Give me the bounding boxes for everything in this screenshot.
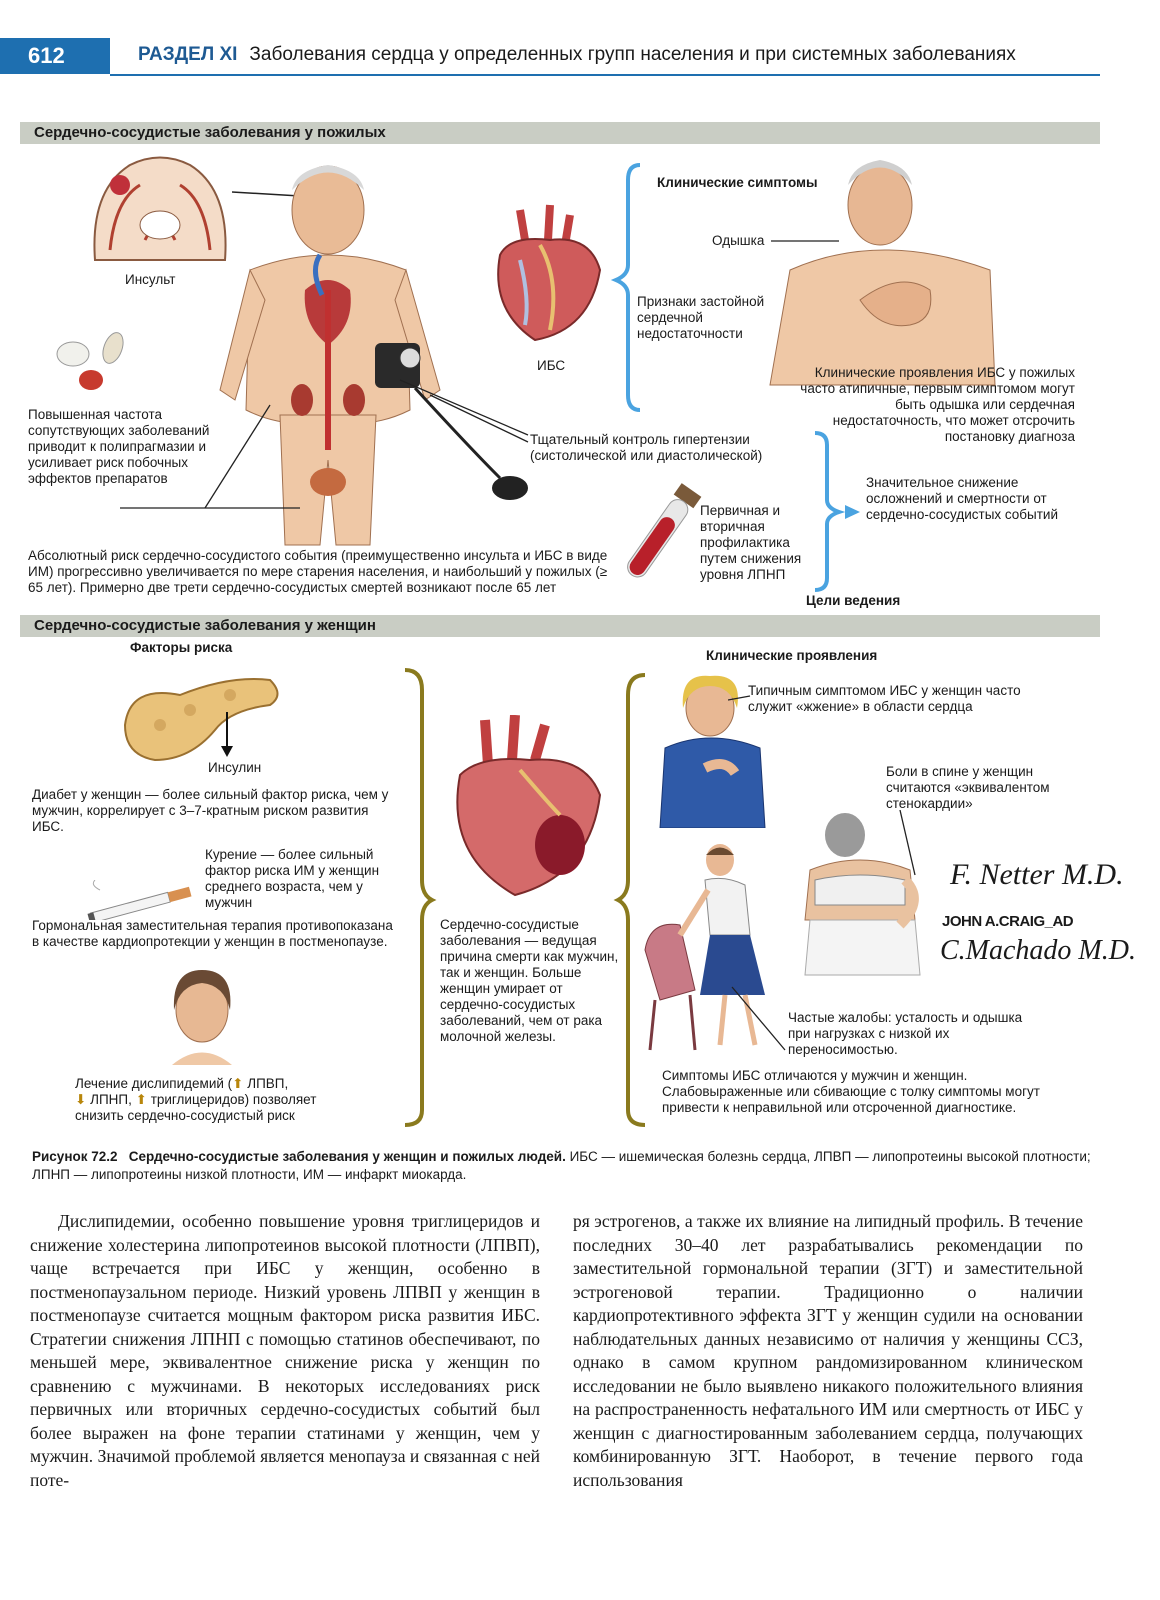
burning-note: Типичным симптомом ИБС у женщин часто служит «жжение» в области сердца xyxy=(748,683,1021,714)
chf-signs-label: Признаки застойной сердечной недостаточности xyxy=(637,294,765,341)
figure-label: Рисунок 72.2 xyxy=(32,1149,118,1164)
prevention-note: Первичная и вторичная профилактика путем снижения уровня ЛПНП xyxy=(700,503,802,582)
burning-pointer xyxy=(728,692,752,704)
insulin-label: Инсулин xyxy=(208,760,262,775)
hypertension-note: Тщательный контроль гипертензии (систолической или диастолической) xyxy=(530,432,763,463)
complaints-note: Частые жалобы: усталость и одышка при нагрузках с низкой их переносимостью. xyxy=(788,1010,1023,1057)
netter-signature: F. Netter M.D. xyxy=(950,858,1124,891)
back-pain-note: Боли в спине у женщин считаются «эквивалентом стенокардии» xyxy=(886,764,1050,811)
diabetes-note: Диабет у женщин — более сильный фактор риска, чем у мужчин, коррелирует с 3–7-кратным риском развития ИБС. xyxy=(32,787,389,834)
complaints-pointer xyxy=(730,985,790,1055)
craig-signature: JOHN A.CRAIG_AD xyxy=(942,913,1074,930)
reduction-note: Значительное снижение осложнений и смертности от сердечно-сосудистых событий xyxy=(866,475,1059,522)
differ-note: Симптомы ИБС отличаются у мужчин и женщин. Слабовыраженные или сбивающие с толку симптомы могут привести к неправильной или отсроченной диагностике. xyxy=(662,1068,1040,1115)
dyspnea-label: Одышка xyxy=(712,233,765,248)
stroke-label: Инсульт xyxy=(125,272,176,287)
figure-caption xyxy=(32,1148,1092,1184)
trig-label: триглицеридов) позволяет xyxy=(150,1092,317,1107)
ldl-label: ЛПНП, xyxy=(90,1092,132,1107)
infarct-heart-illustration xyxy=(440,715,605,900)
woman-back-pain-figure xyxy=(790,810,935,980)
hdl-label: ЛПВП, xyxy=(247,1076,289,1091)
hrt-note: Гормональная заместительная терапия противопоказана в качестве кардиопротекции у женщин в постменопаузе. xyxy=(32,918,393,949)
clinical-symptoms-heading: Клинические симптомы xyxy=(657,175,818,190)
dyslipidemia-line3: снизить сердечно-сосудистый риск xyxy=(75,1108,295,1123)
body-column-2: ря эстрогенов, а также их влияние на липидный профиль. В течение последних 30–40 лет разрабатывались рекомендации по заместительной гормональной терапии (ЗГТ) и заместительной эстрогеновой терапии. Традиционно о наличии кардиопротективного эффекта ЗГТ у женщин судили на основании наблюдательных данных независимо от наличия у женщины ССЗ, однако в самом крупном рандомизированном клиническом исследовании не было выявлено никакого положительного влияния на распространенность нефатального ИМ или смертность от ИБС у женщин с диагностированным заболеванием сердца, получающих комбинированную ЗГТ. Наоборот, в течение первого года использования xyxy=(573,1211,1083,1490)
atypical-note: Клинические проявления ИБС у пожилых часто атипичные, первым симптомом могут быть одышка или сердечная недостаточность, что может отсрочить постановку диагноза xyxy=(800,365,1075,444)
caption-title: Сердечно-сосудистые заболевания у женщин и пожилых людей. xyxy=(128,1149,566,1164)
dyslipidemia-line1: Лечение дислипидемий ( xyxy=(75,1076,233,1091)
down-arrow-icon: ⬇ xyxy=(75,1092,87,1107)
body-column-1: Дислипидемии, особенно повышение уровня триглицеридов и снижение холестерина липопротеинов высокой плотности (ЛПВП), чаще встречается при ИБС у женщин, особенно в постменопаузальном периоде. Низкий уровень ЛПВП у женщин в постменопаузе считается мощным фактором риска развития ИБС. Стратегии снижения ЛПНП с помощью статинов обеспечивают, по меньшей мере, эквивалентное снижение риска у женщин по сравнению с мужчинами. В некоторых исследованиях риск первичных или вторичных сердечно-сосудистых событий был более выражен на фоне терапии статинами у женщин, чем у мужчин. Значимой проблемой является менопауза и связанная с ней поте- xyxy=(30,1211,540,1490)
machado-signature: C.Machado M.D. xyxy=(940,935,1136,966)
polypharmacy-note: Повышенная частота сопутствующих заболеваний приводит к полипрагмазии и усиливает риск побочных эффектов препаратов xyxy=(28,407,210,486)
section-women-title: Сердечно-сосудистые заболевания у женщин xyxy=(20,615,1100,637)
chapter-title: Заболевания сердца у определенных групп населения и при системных заболеваниях xyxy=(249,44,1016,65)
goals-heading: Цели ведения xyxy=(806,593,901,608)
risk-factors-heading: Факторы риска xyxy=(130,640,233,655)
up-arrow-icon: ⬆ xyxy=(135,1092,147,1107)
absolute-risk-note: Абсолютный риск сердечно-сосудистого события (преимущественно инсульта и ИБС в виде ИМ) прогрессивно увеличивается по мере старения населения, и наибольший у пожилых (≥ 65 лет). Примерно две трети сердечно-сосудистых смертей возникают после 65 лет xyxy=(28,548,608,595)
section-label: РАЗДЕЛ XI xyxy=(138,44,238,65)
caption-abbreviations: ИБС — ишемическая болезнь сердца, ЛПВП — липопротеины высокой плотности; ЛПНП — липопротеины низкой плотности, ИМ — инфаркт миокарда. xyxy=(32,1149,1091,1182)
ibs-label: ИБС xyxy=(537,358,566,373)
smoking-note: Курение — более сильный фактор риска ИМ у женщин среднего возраста, чем у мужчин xyxy=(205,847,380,910)
page-number: 612 xyxy=(0,38,110,74)
up-arrow-icon: ⬆ xyxy=(232,1076,244,1091)
section-elderly-title: Сердечно-сосудистые заболевания у пожилых xyxy=(20,122,1100,144)
leading-cause-note: Сердечно-сосудистые заболевания — ведущая причина смерти как мужчин, так и женщин. Больше женщин умирает от сердечно-сосудистых заболеваний, чем от рака молочной железы. xyxy=(440,917,619,1044)
clinical-manifestations-heading: Клинические проявления xyxy=(706,648,878,663)
